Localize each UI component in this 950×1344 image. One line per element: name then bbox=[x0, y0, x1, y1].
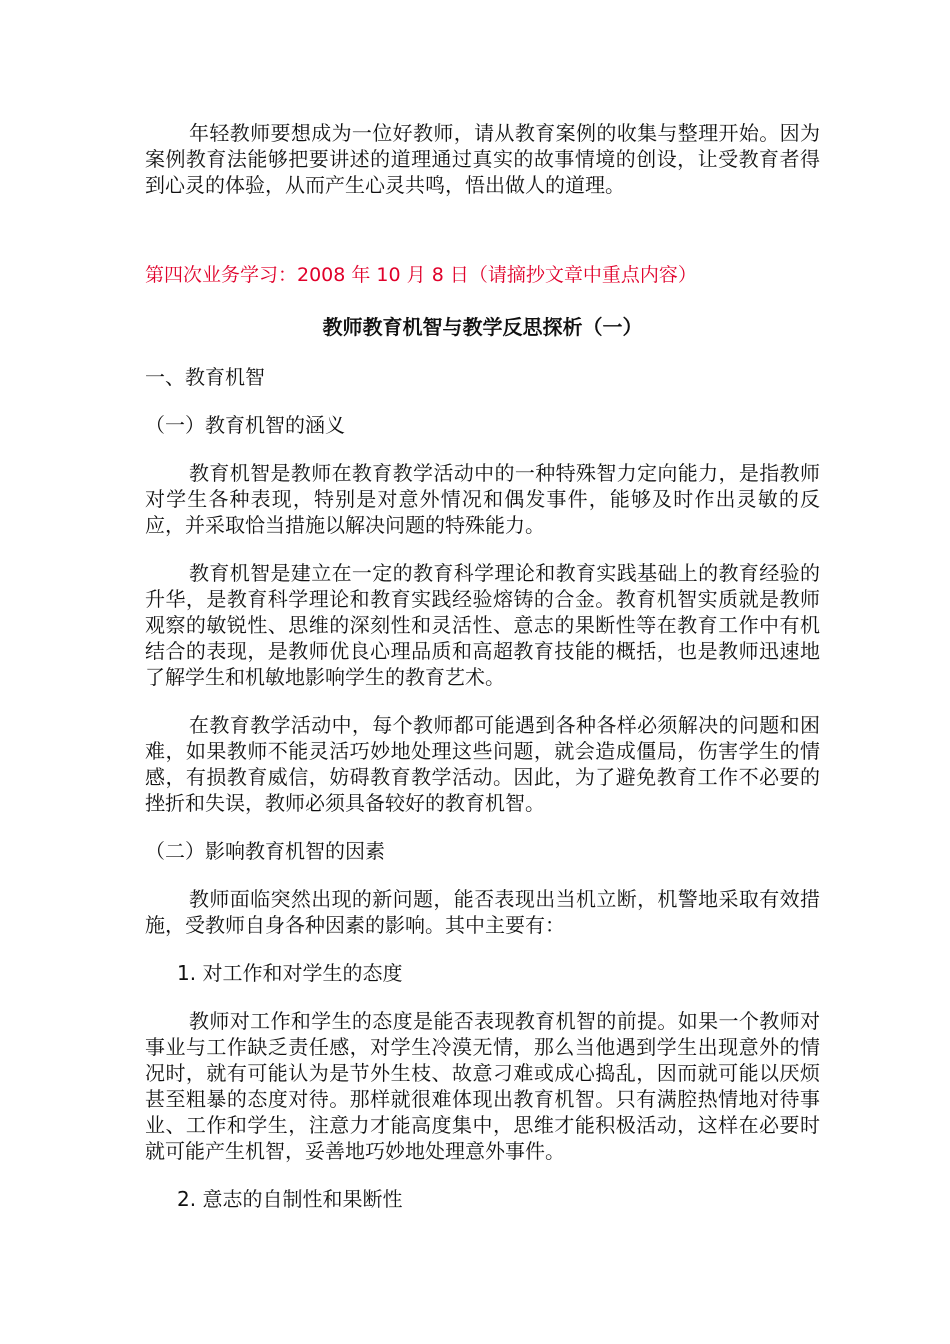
paragraph-factors-intro: 教师面临突然出现的新问题，能否表现出当机立断，机警地采取有效措施，受教师自身各种因素的影响。其中主要有： bbox=[145, 887, 820, 937]
paragraph-attitude: 教师对工作和学生的态度是能否表现教育机智的前提。如果一个教师对事业与工作缺乏责任感，对学生冷漠无情，那么当他遇到学生出现意外的情况时，就有可能认为是节外生枝、故意刁难或成心捣乱，因而就可能以厌烦甚至粗暴的态度对待。那样就很难体现出教育机智。只有满腔热情地对待事业、工作和学生，注意力才能高度集中，思维才能积极活动，这样在必要时就可能产生机智，妥善地巧妙地处理意外事件。 bbox=[145, 1009, 820, 1163]
article-title: 教师教育机智与教学反思探析（一） bbox=[322, 315, 643, 339]
subsection-heading-2: （二）影响教育机智的因素 bbox=[145, 839, 385, 863]
list-item-1: 1. 对工作和对学生的态度 bbox=[177, 961, 403, 985]
list-item-2: 2. 意志的自制性和果断性 bbox=[177, 1187, 403, 1211]
study-session-heading: 第四次业务学习：2008 年 10 月 8 日（请摘抄文章中重点内容） bbox=[145, 264, 697, 286]
section-heading-1: 一、教育机智 bbox=[145, 365, 265, 389]
subsection-heading-1: （一）教育机智的涵义 bbox=[145, 413, 345, 437]
paragraph-definition: 教育机智是教师在教育教学活动中的一种特殊智力定向能力，是指教师对学生各种表现，特别是对意外情况和偶发事件，能够及时作出灵敏的反应，并采取恰当措施以解决问题的特殊能力。 bbox=[145, 461, 820, 537]
paragraph-essence: 教育机智是建立在一定的教育科学理论和教育实践基础上的教育经验的升华，是教育科学理论和教育实践经验熔铸的合金。教育机智实质就是教师观察的敏锐性、思维的深刻性和灵活性、意志的果断性等在教育工作中有机结合的表现，是教师优良心理品质和高超教育技能的概括，也是教师迅速地了解学生和机敏地影响学生的教育艺术。 bbox=[145, 561, 820, 689]
paragraph-importance: 在教育教学活动中，每个教师都可能遇到各种各样必须解决的问题和困难，如果教师不能灵活巧妙地处理这些问题，就会造成僵局，伤害学生的情感，有损教育威信，妨碍教育教学活动。因此，为了避免教育工作不必要的挫折和失误，教师必须具备较好的教育机智。 bbox=[145, 713, 820, 815]
intro-paragraph: 年轻教师要想成为一位好教师，请从教育案例的收集与整理开始。因为案例教育法能够把要讲述的道理通过真实的故事情境的创设，让受教育者得到心灵的体验，从而产生心灵共鸣，悟出做人的道理。 bbox=[145, 121, 820, 197]
document-page bbox=[145, 120, 820, 1234]
